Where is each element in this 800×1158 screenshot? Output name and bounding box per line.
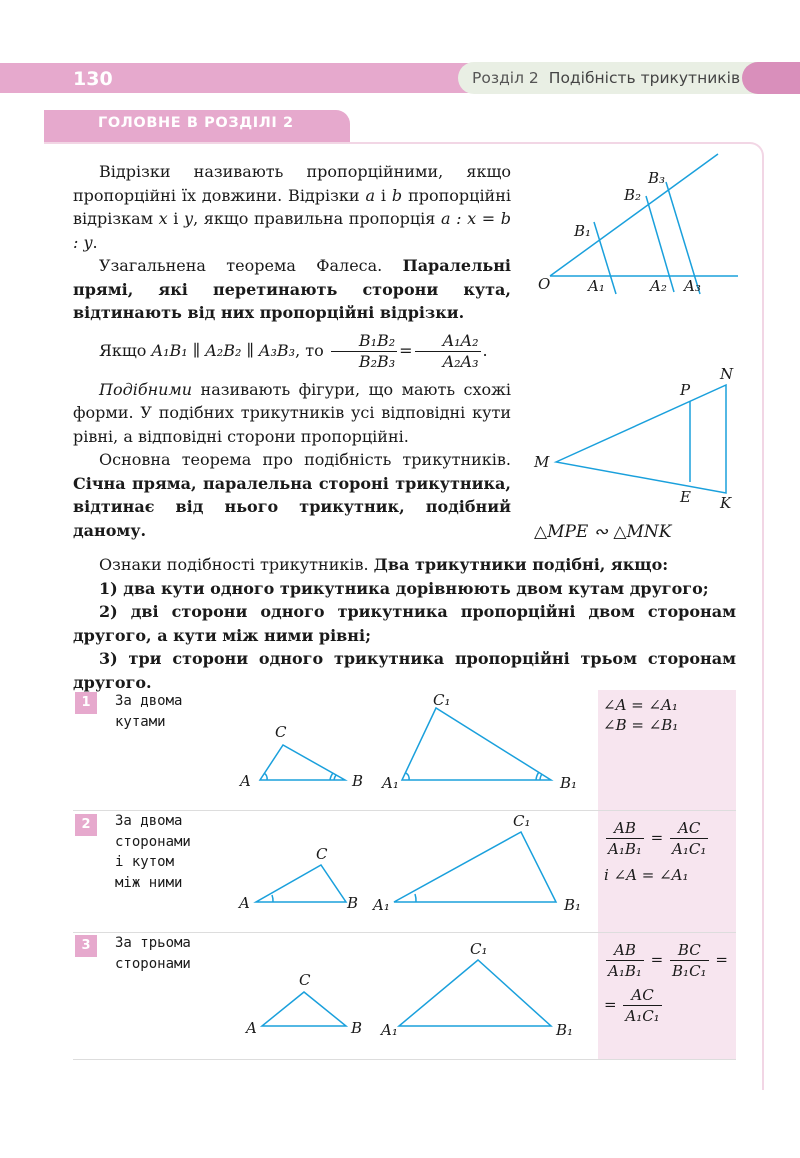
label-A3: A₃	[684, 277, 701, 295]
thales-figure	[530, 150, 745, 300]
var-a: a	[365, 185, 375, 205]
label-B1: B₁	[574, 222, 592, 240]
label-O: O	[538, 275, 551, 293]
fraction-a	[415, 331, 481, 372]
similar-definition: називають фігури, що мають схожі форми. У подібних трикутників усі відповідні кути рівні, а відповідні сторони пропорційні.	[73, 379, 511, 446]
row2-label-A1: A₁	[373, 896, 390, 914]
row2-equals: =	[650, 828, 664, 847]
p1-text6: .	[92, 232, 98, 252]
formula-end: .	[482, 340, 488, 360]
var-x: x	[158, 209, 168, 228]
row2-frac-AC-num: AC	[670, 818, 708, 839]
thales-heading: Узагальнена теорема Фалеса.	[99, 256, 403, 275]
row3-frac-AC-num: AC	[623, 985, 661, 1006]
row3-label-B: B	[351, 1019, 363, 1037]
row2-conditions	[604, 818, 710, 885]
proportion-formula: a : x = b : y	[73, 209, 511, 252]
row2-frac-AB	[606, 818, 644, 859]
frame-top	[44, 142, 749, 144]
label-N: N	[720, 365, 734, 383]
row1-label-B: B	[352, 772, 364, 790]
fraction-b	[331, 331, 397, 372]
criterion-2: 2) дві сторони одного трикутника пропорційні двом сторонам другого, а кути між ними рівні;	[73, 602, 736, 645]
row1-cond-A: ∠A = ∠A₁	[603, 696, 678, 714]
row1-label-A1: A₁	[382, 774, 399, 792]
criteria-heading: Ознаки подібності трикутників.	[99, 555, 374, 574]
criterion-3: 3) три сторони одного трикутника пропорційні трьом сторонам другого.	[73, 649, 736, 692]
row3-frac-AC	[623, 985, 661, 1026]
row2-angle-A1	[415, 894, 416, 902]
header-tail	[742, 62, 800, 94]
formula-prefix: Якщо	[99, 340, 152, 360]
row1-cond-B: ∠B = ∠B₁	[603, 716, 679, 734]
frac-a-num: A₁A₂	[415, 331, 481, 352]
row1-label-B1: B₁	[560, 774, 578, 792]
main-theorem-heading: Основна теорема про подібність трикутників.	[99, 450, 511, 469]
row2-frac-AB-den: A₁B₁	[608, 840, 642, 858]
label-A1: A₁	[588, 277, 605, 295]
row2-angle-A	[272, 895, 273, 902]
row3-frac-AB-den: A₁B₁	[608, 962, 642, 980]
row3-frac-AB-num: AB	[606, 940, 644, 961]
row1-conditions	[603, 695, 678, 735]
row3-frac-AC-den: A₁C₁	[625, 1007, 660, 1025]
var-y: y	[184, 209, 194, 228]
formula-mid: , то	[295, 340, 324, 360]
row2-label-A: A	[239, 894, 250, 912]
row1-triangle-large	[402, 708, 551, 780]
row3-label-A1: A₁	[381, 1021, 398, 1039]
frac-b-den: B₂B₃	[358, 351, 396, 371]
row3-ratio-line-2	[604, 985, 728, 1026]
row3-equals-3: =	[604, 995, 617, 1014]
page-number: 130	[73, 68, 113, 90]
row3-triangle-small	[262, 992, 346, 1026]
label-E: E	[680, 488, 691, 506]
row1-label-A: A	[240, 772, 251, 790]
row1-triangles	[236, 690, 596, 808]
p1-text2: і	[375, 185, 392, 205]
thales-formula-line	[73, 331, 511, 372]
row3-label-A: A	[246, 1019, 257, 1037]
row2-triangle-small	[256, 865, 346, 902]
row2-label-B1: B₁	[564, 896, 582, 914]
row2-ratio-line	[604, 818, 710, 859]
label-P: P	[680, 381, 691, 399]
row3-frac-BC	[670, 940, 709, 981]
row3-equals-2: =	[715, 950, 728, 969]
row3-triangle-large	[399, 960, 551, 1026]
row2-angle-cond: і ∠A = ∠A₁	[604, 866, 689, 884]
label-A2: A₂	[650, 277, 667, 295]
criteria-intro	[73, 553, 736, 577]
paragraph-main-theorem	[73, 448, 511, 542]
p1-text1: Відрізки називають пропорційними, якщо пропорційні їх довжини. Відрізки	[73, 162, 511, 205]
row3-frac-AB	[606, 940, 644, 981]
row2-frac-AB-num: AB	[606, 818, 644, 839]
label-B3: B₃	[648, 169, 666, 187]
row3-frac-BC-den: B₁C₁	[672, 962, 707, 980]
paragraph-similar-figures	[73, 378, 511, 449]
row3-conditions	[604, 940, 728, 1026]
row2-triangles	[236, 810, 596, 928]
label-B2: B₂	[624, 186, 642, 204]
similarity-caption: △MPE ∾ △MNK	[534, 522, 672, 542]
criteria-lead: Два трикутники подібні, якщо:	[373, 555, 669, 574]
row1-number-badge: 1	[75, 692, 97, 714]
row1-angle-A	[264, 773, 267, 780]
paragraph-proportional	[73, 160, 511, 254]
row2-label-B: B	[347, 894, 359, 912]
row1-label-C: C	[275, 723, 287, 741]
label-M: M	[534, 453, 550, 471]
var-b: b	[391, 185, 403, 205]
criteria-block	[73, 553, 736, 694]
row3-label: За трьома сторонами	[115, 935, 191, 972]
thales-statement: Паралельні прямі, які перетинають сторони кута, відтинають від них пропорційні відрізки.	[73, 256, 511, 322]
row3-triangles	[236, 932, 596, 1054]
row-divider-3	[73, 1059, 736, 1060]
frame-right	[762, 170, 764, 1090]
row2-frac-AC-den: A₁C₁	[672, 840, 707, 858]
row3-number-badge: 3	[75, 935, 97, 957]
row2-label-C1: C₁	[513, 812, 531, 830]
row3-ratio-line	[604, 940, 728, 981]
formula-condition: A₁B₁ ∥ A₂B₂ ∥ A₃B₃	[151, 340, 296, 360]
chapter-title: Подібність трикутників	[548, 69, 741, 87]
triangle-MNK	[556, 385, 726, 493]
row1-label-C1: C₁	[433, 691, 451, 709]
criterion-1: 1) два кути одного трикутника дорівнюють двом кутам другого;	[99, 578, 709, 598]
section-title: ГОЛОВНЕ В РОЗДІЛІ 2	[98, 115, 294, 131]
row3-label-B1: B₁	[556, 1021, 574, 1039]
formula-equals: =	[399, 340, 413, 360]
similar-triangles-figure	[530, 365, 745, 550]
p1-text4: і	[167, 209, 185, 228]
frac-b-num: B₁B₂	[331, 331, 397, 352]
row2-frac-AC	[670, 818, 708, 859]
row3-label-C: C	[299, 971, 311, 989]
row2-label: За двома сторонами і кутом між ними	[115, 813, 191, 891]
main-theorem-statement: Січна пряма, паралельна стороні трикутника, відтинає від нього трикутник, подібний даному.	[73, 473, 511, 540]
frac-a-den: A₂A₃	[442, 351, 479, 371]
term-similar: Подібними	[99, 379, 193, 399]
row2-triangle-large	[394, 832, 556, 902]
ray-inclined	[550, 154, 718, 276]
row1-label: За двома кутами	[115, 693, 183, 730]
paragraph-thales	[73, 254, 511, 325]
row3-equals-1: =	[650, 950, 664, 969]
p1-text5: , якщо правильна пропорція	[193, 209, 441, 228]
p1-text3: пропорційні відрізкам	[73, 185, 512, 228]
chapter-label: Розділ 2	[472, 69, 539, 87]
row3-frac-BC-num: BC	[670, 940, 709, 961]
row2-number-badge: 2	[75, 814, 97, 836]
row3-label-C1: C₁	[470, 940, 488, 958]
label-K: K	[720, 494, 732, 512]
row2-label-C: C	[316, 845, 328, 863]
text-column	[73, 160, 511, 542]
row1-angle-A1	[406, 773, 409, 780]
